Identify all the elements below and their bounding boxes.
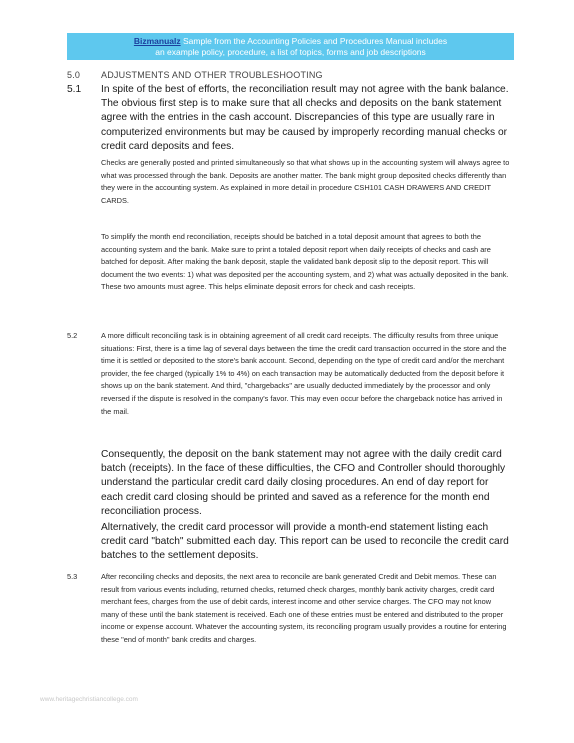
para-5-2-consequently: Consequently, the deposit on the bank statement may not agree with the daily credit card batch (receipts). In the face of these difficulties, the CFO and Controller should thoroughly understand the particular credit card daily closing procedures. An end of day report for each credit card closing should be printed and saved as a reference for the month end reconciliation process.	[101, 449, 506, 517]
section-number: 5.0	[67, 70, 81, 80]
para-5-2-number: 5.2	[67, 331, 78, 340]
section-heading	[67, 70, 323, 80]
header-banner	[67, 33, 514, 60]
para-5-1: In spite of the best of efforts, the reconciliation result may not agree with the bank balance. The obvious first step is to make sure that all checks and deposits on the bank statement agree with the entries in the cash account. Discrepancies of this type are usually rare in computerized environments but may be caused by improperly recording manual checks or credit card deposits and fees.	[101, 84, 509, 152]
para-5-2-text: A more difficult reconciling task is in obtaining agreement of all credit card receipts. The difficulty results from three unique situations: First, there is a time lag of several days between the time the credit card transaction occurred in the store and the time it is settled or deposited to the store's bank account. Second, depending on the type of credit card and/or the merchant provider, the fee charged (typically 1% to 4%) on each transaction may be automatically deducted from the deposit before it shows up on the bank statement. And third, "chargebacks" are usually deducted immediately by the processor and only reversed if the dispute is resolved in the company's favor. This may even occur before the chargeback notice has arrived in the mail.	[101, 331, 507, 416]
brand-link[interactable]: Bizmanualz	[133, 36, 181, 46]
watermark-url: www.heritagechristiancollege.com	[40, 696, 138, 703]
para-5-2-alternatively: Alternatively, the credit card processor will provide a month-end statement listing each credit card "batch" submitted each day. This report can be used to reconcile the credit card batches to the settlement deposits.	[101, 522, 509, 562]
para-5-2	[67, 330, 507, 418]
banner-line1: Sample from the Accounting Policies and Procedures Manual includes	[180, 36, 448, 46]
banner-line2: an example policy, procedure, a list of topics, forms and job descriptions	[155, 47, 426, 57]
para-5-3-text: After reconciling checks and deposits, the next area to reconcile are bank generated Credit and Debit memos. These can result from various events including, returned checks, returned check charges, monthly bank activity charges, credit card merchant fees, charges from the use of debit cards, interest income and other service charges. The CFO may not know many of these until the bank statement is received. Each one of these entries must be entered and distributed to the proper income or expense account. Whatever the accounting system, its reconciling program usually provides a routine for entering these "end of month" bank credits and charges.	[101, 572, 507, 644]
para-5-1-number: 5.1	[67, 84, 82, 95]
para-5-1-deposits: To simplify the month end reconciliation, receipts should be batched in a total deposit amount that agrees to both the accounting system and the bank. Make sure to print a totaled deposit report when daily receipts of checks and cash are batched for deposit. After making the bank deposit, staple the validated bank deposit slip to the deposit report. This will document the two events: 1) what was deposited per the accounting system, and 2) what was actually deposited in the bank. These two amounts must agree. This helps eliminate deposit errors for check and cash receipts.	[101, 232, 509, 292]
para-5-3-number: 5.3	[67, 572, 78, 581]
para-5-1-checks: Checks are generally posted and printed simultaneously so that what shows up in the accounting system will always agree to what was processed through the bank. Deposits are another matter. The bank might group deposited checks differently than they were in the accounting system. As explained in more detail in procedure CSH101 CASH DRAWERS AND CREDIT CARDS.	[101, 158, 510, 205]
para-5-3	[67, 571, 507, 647]
section-title: ADJUSTMENTS AND OTHER TROUBLESHOOTING	[101, 70, 323, 80]
